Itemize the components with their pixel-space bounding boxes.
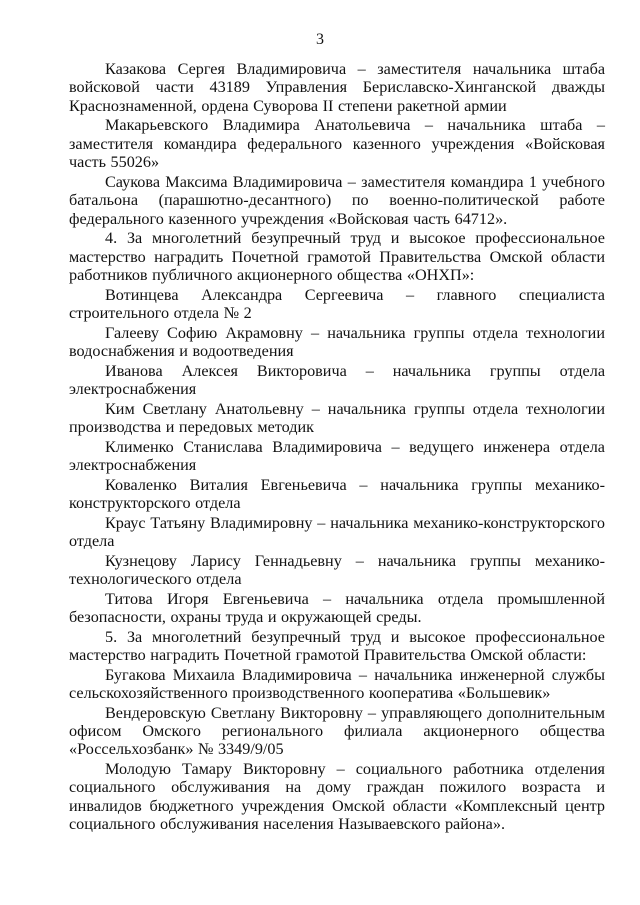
paragraph-bugakov: Бугакова Михаила Владимировича – начальника инженерной службы сельскохозяйственного производственного кооператива «Большевик» (69, 665, 605, 703)
paragraph-kim: Ким Светлану Анатольевну – начальника группы отдела технологии производства и передовых методик (69, 399, 605, 437)
paragraph-kovalenko: Коваленко Виталия Евгеньевича – начальника группы механико-конструкторского отдела (69, 475, 605, 513)
paragraph-makarievsky: Макарьевского Владимира Анатольевича – начальника штаба – заместителя командира федерального казенного учреждения «Войсковая часть 55026» (69, 116, 605, 172)
paragraph-molodaya: Молодую Тамару Викторовну – социального работника отделения социального обслуживания на дому граждан пожилого возраста и инвалидов бюджетного учреждения Омской области «Комплексный центр социального обслуживания населения Называевского района». (69, 760, 605, 834)
paragraph-saukov: Саукова Максима Владимировича – заместителя командира 1 учебного батальона (парашютно-десантного) по военно-политической работе федерального казенного учреждения «Войсковая часть 64712». (69, 172, 605, 228)
page-number: 3 (316, 31, 324, 48)
paragraph-section-5: 5. За многолетний безупречный труд и высокое профессиональное мастерство наградить Почетной грамотой Правительства Омской области: (69, 627, 605, 665)
paragraph-kazakov: Казакова Сергея Владимировича – заместителя начальника штаба войсковой части 43189 Управления Бериславско-Хинганской дважды Краснознаменной, ордена Суворова II степени ракетной армии (69, 60, 605, 115)
document-body (69, 60, 605, 835)
paragraph-venderovskaya: Вендеровскую Светлану Викторовну – управляющего дополнительным офисом Омского регионального филиала акционерного общества «Россельхозбанк» № 3349/9/05 (69, 703, 605, 759)
paragraph-section-4: 4. За многолетний безупречный труд и высокое профессиональное мастерство наградить Почетной грамотой Правительства Омской области работников публичного акционерного общества «ОНХП»: (69, 229, 605, 285)
paragraph-kuznetsova: Кузнецову Ларису Геннадьевну – начальника группы механико-технологического отдела (69, 551, 605, 589)
paragraph-klimenko: Клименко Станислава Владимировича – ведущего инженера отдела электроснабжения (69, 437, 605, 475)
paragraph-galeeva: Галееву Софию Акрамовну – начальника группы отдела технологии водоснабжения и водоотведения (69, 323, 605, 361)
paragraph-votintsev: Вотинцева Александра Сергеевича – главного специалиста строительного отдела № 2 (69, 285, 605, 323)
paragraph-ivanov: Иванова Алексея Викторовича – начальника группы отдела электроснабжения (69, 361, 605, 399)
paragraph-kraus: Краус Татьяну Владимировну – начальника механико-конструкторского отдела (69, 513, 605, 551)
paragraph-titov: Титова Игоря Евгеньевича – начальника отдела промышленной безопасности, охраны труда и окружающей среды. (69, 589, 605, 627)
